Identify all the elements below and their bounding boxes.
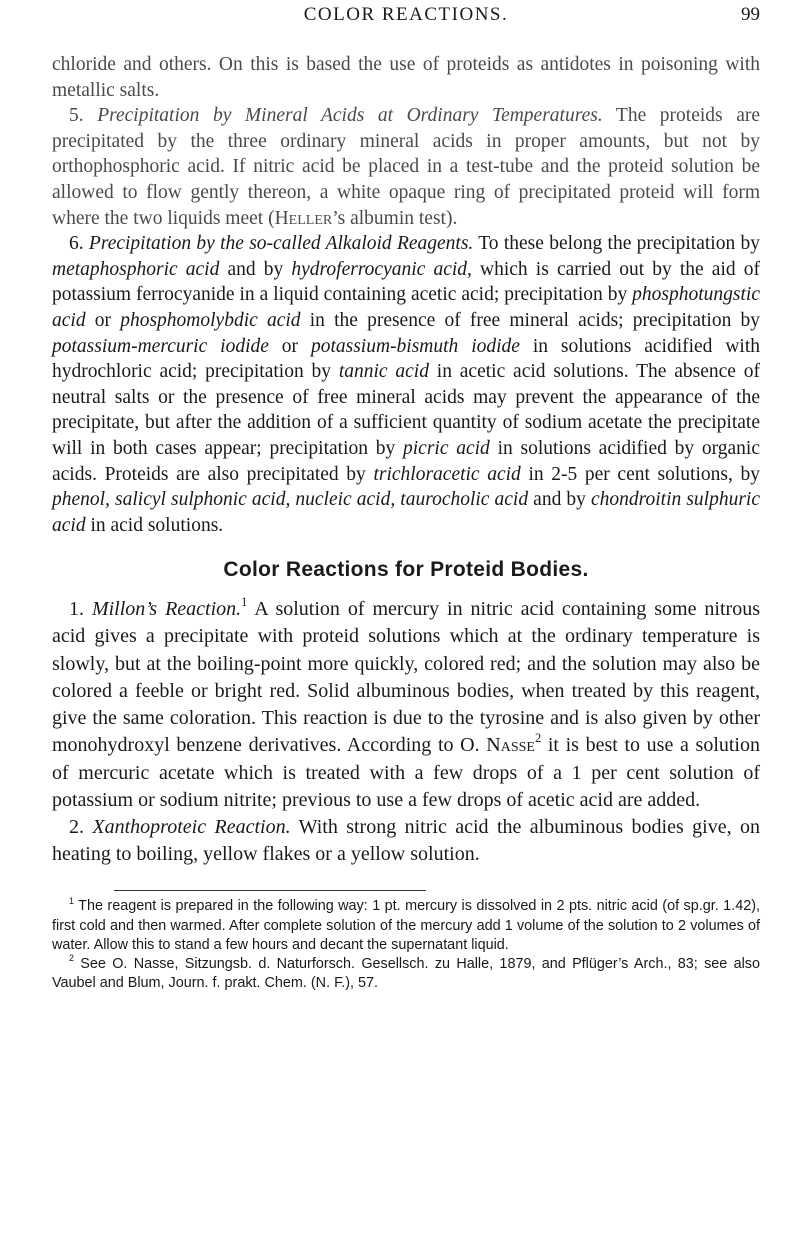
body-text-top — [52, 52, 760, 538]
running-header — [52, 4, 760, 34]
heading-alkaloid-reagents: Precipitation by the so-called Alkaloid Reagents. — [88, 233, 474, 255]
footnote-divider — [114, 890, 426, 891]
author-nasse: Nasse — [486, 734, 535, 757]
paragraph-continuation: chloride and others. On this is based the use of proteids as antidotes in poisoning with metallic salts. — [52, 54, 760, 101]
heading-xanthoproteic: Xanthoproteic Reaction. — [92, 815, 291, 838]
heading-millons-reaction: Millon’s Reaction. — [91, 598, 242, 621]
section-heading: Color Reactions for Proteid Bodies. — [223, 558, 589, 582]
paragraph-mineral-acids: 5. Precipitation by Mineral Acids at Ordinary Temperatures. The proteids are precipitated by the three ordinary mineral acids in proper amounts, but not by orthophosphoric acid. If nitric acid be placed in a test-tube and the proteid solution be allowed to flow gently thereon, a white opaque ring of precipitated proteid will form where the two liquids meet (Heller’s albumin test). — [52, 105, 761, 229]
paragraph-alkaloid-reagents: 6. Precipitation by the so-called Alkaloid Reagents. To these belong the precipitation by metaphosphoric acid and by hydroferrocyanic acid, which is carried out by the aid of potassium ferrocyanide in a liquid containing acetic acid; precipitation by phosphotungstic acid or phosphomolybdic acid in the presence of free mineral acids; precipitation by potassium-mercuric iodide or potassium-bismuth iodide in solutions acidified with hydrochloric acid; precipitation by tannic acid in acetic acid solutions. The absence of neutral salts or the presence of free mineral acids may prevent the appearance of the precipitate, but after the addition of a sufficient quantity of sodium acetate the precipitate will in both cases appear; precipitation by picric acid in solutions acidified by organic acids. Proteids are also precipitated by trichloracetic acid in 2-5 per cent solutions, by phenol, salicyl sulphonic acid, nucleic acid, taurocholic acid and by chondroitin sulphuric acid in acid solutions. — [52, 233, 761, 536]
footnote-ref-2: 2 — [534, 731, 542, 746]
author-heller: Heller — [274, 207, 333, 229]
running-title: COLOR REACTIONS. — [303, 4, 509, 25]
footnote-1: $^1$ The reagent is prepared in the following way: 1 pt. mercury is dissolved in 2 pts. nitric acid (of sp.gr. 1.42), first cold and then warmed. After complete solution of the mercury add 1 volume of the solution to 2 volumes of water. Allow this to stand a few hours and decant the supernatant liquid. — [52, 895, 760, 953]
page-number: 99 — [741, 4, 760, 25]
footnote-2: $^2$ See O. Nasse, Sitzungsb. d. Naturforsch. Gesellsch. zu Halle, 1879, and Pflüger’s Arch., 83; see also Vaubel and Blum, Journ. f. prakt. Chem. (N. F.), 57. — [52, 953, 760, 992]
paragraph-xanthoproteic: 2. Xanthoproteic Reaction. With strong nitric acid the albuminous bodies give, on heating to boiling, yellow flakes or a yellow solution. — [52, 815, 760, 866]
heading-mineral-acids: Precipitation by Mineral Acids at Ordinary Temperatures. — [97, 105, 603, 127]
body-text-color-reactions — [52, 596, 760, 868]
book-page — [52, 0, 760, 993]
paragraph-millons-reaction: 1. Millon’s Reaction.$^1$ A solution of mercury in nitric acid containing some nitrous acid gives a precipitate with proteid solutions which at the ordinary temperature is slowly, but at the boiling-point more quickly, colored red; and the solution may also be colored a feeble or bright red. Solid albuminous bodies, when treated by this reagent, give the same coloration. This reaction is due to the tyrosine and is also given by other monohydroxyl benzene derivatives. According to O. Nasse$^2$ it is best to use a solution of mercuric acetate which is treated with a few drops of a 1 per cent solution of potassium or sodium nitrite; previous to use a few drops of acetic acid are added. — [52, 595, 760, 811]
footnotes — [52, 897, 760, 993]
footnote-ref-1: 1 — [241, 595, 248, 610]
